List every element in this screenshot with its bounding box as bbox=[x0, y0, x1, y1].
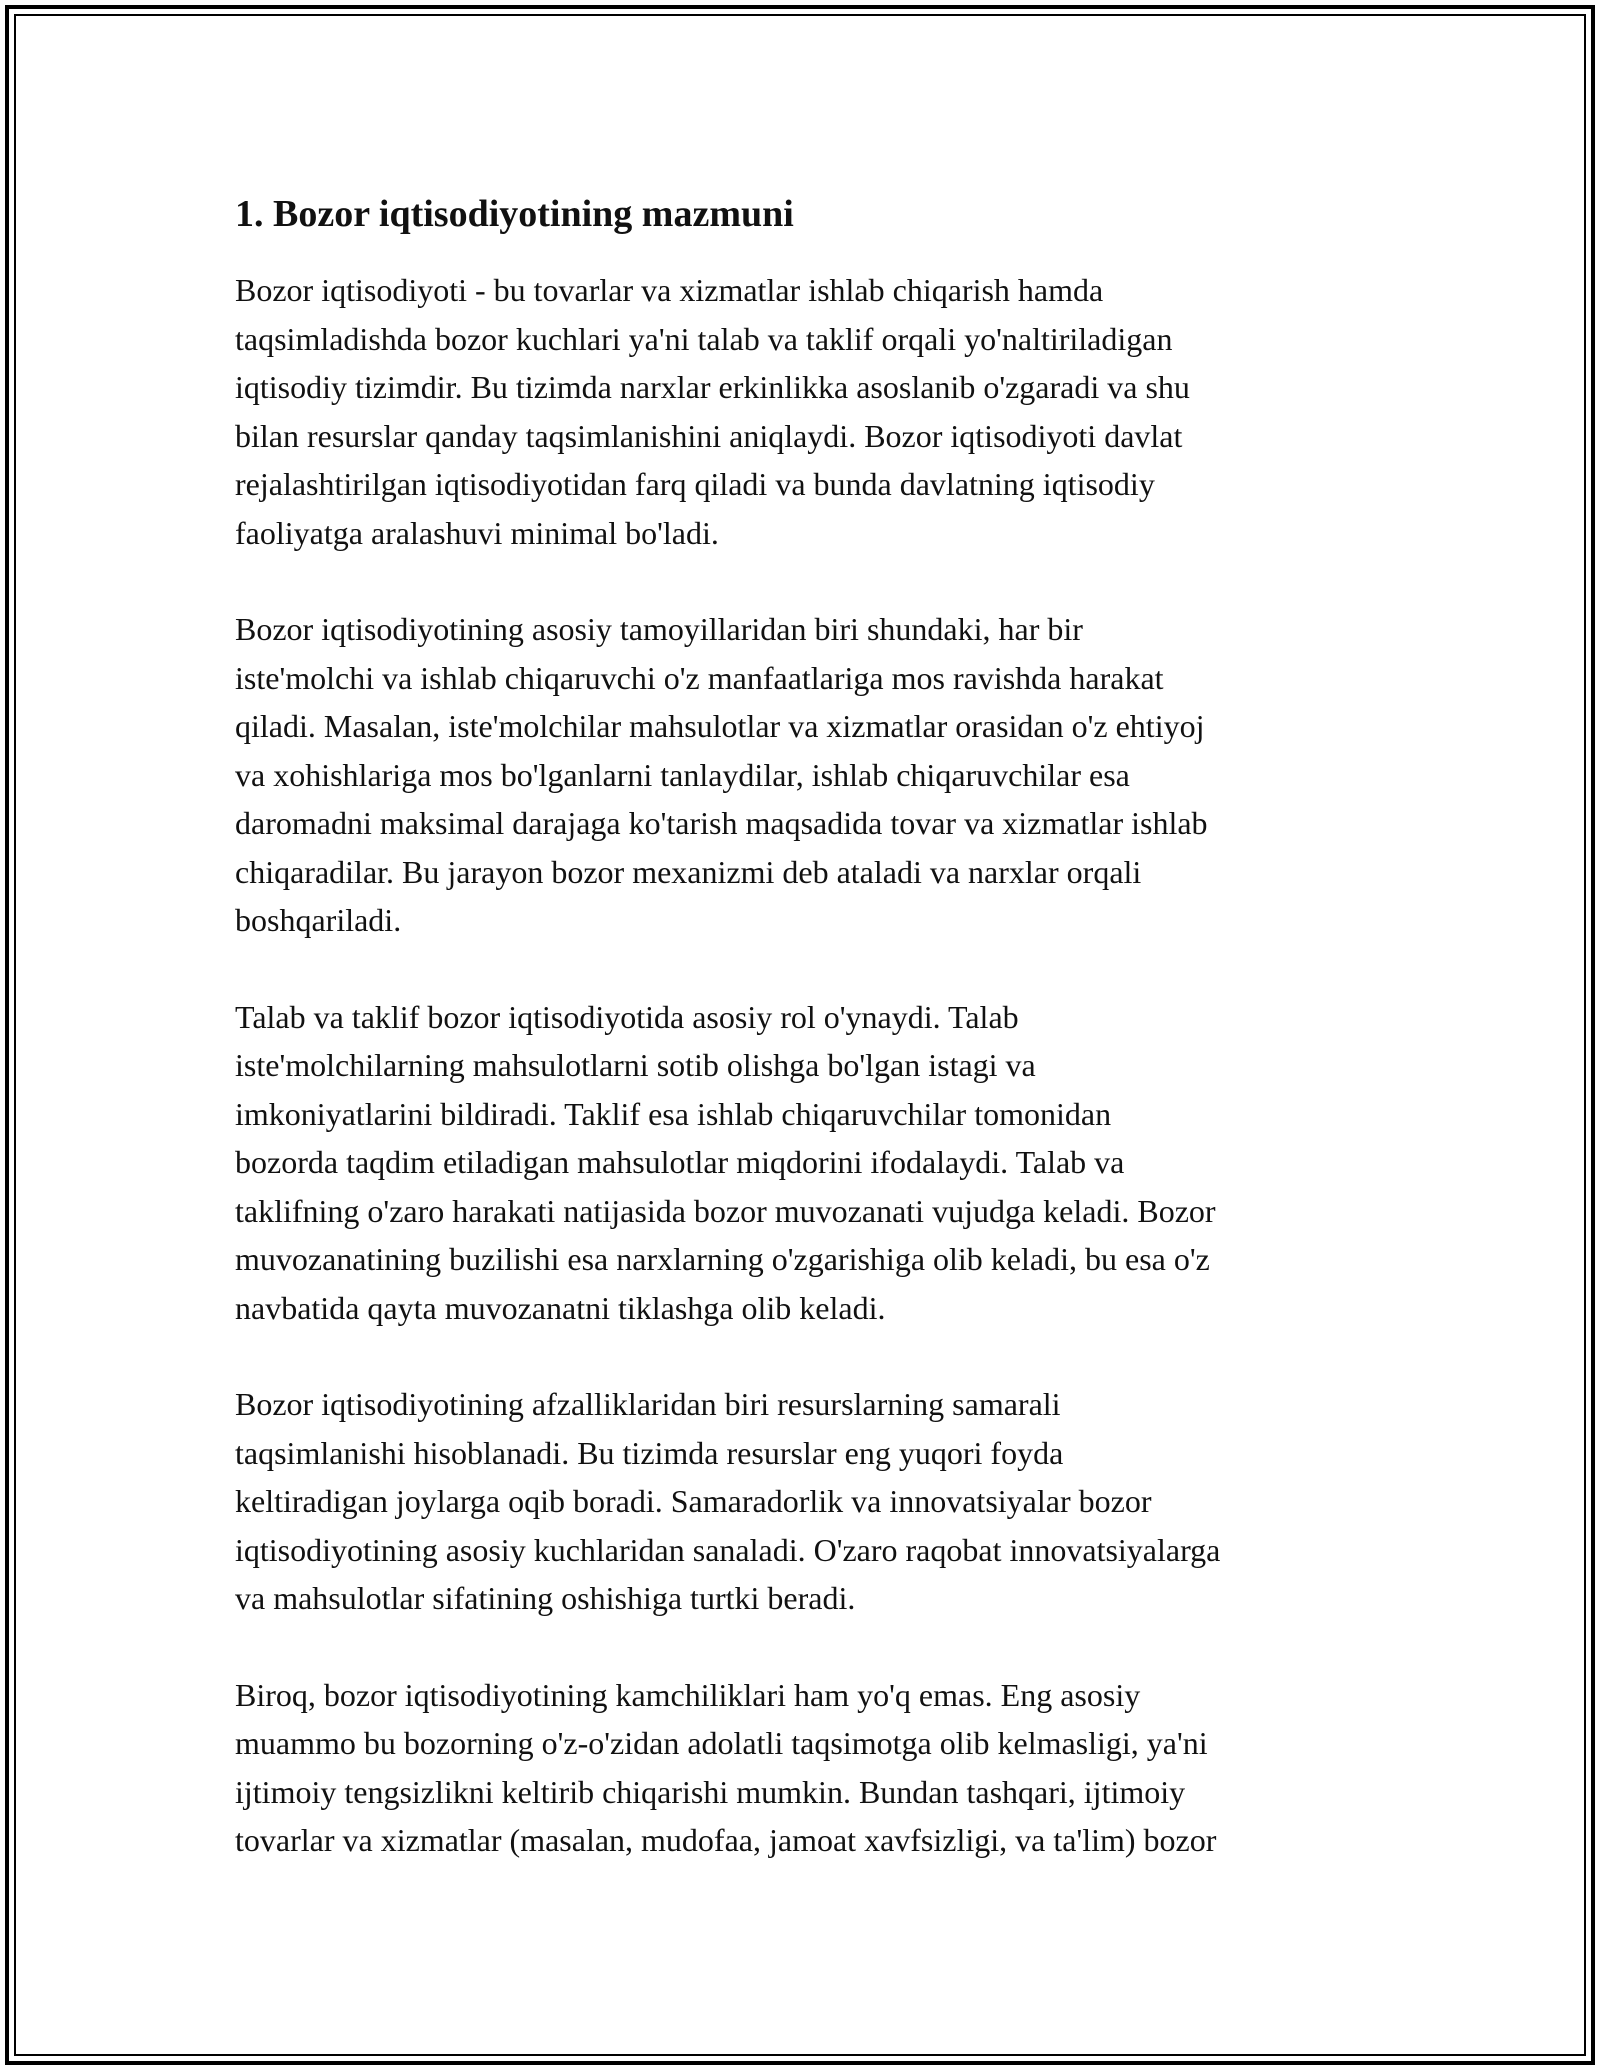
document-body bbox=[235, 186, 1375, 1913]
paragraph-4: Bozor iqtisodiyotining afzalliklaridan biri resurslarning samarali taqsimlanishi hisoblanadi. Bu tizimda resurslar eng yuqori foyda keltiradigan joylarga oqib boradi. Samaradorlik va innovatsiyalar bozor iqtisodiyotining asosiy kuchlaridan sanaladi. O'zaro raqobat innovatsiyalarga va mahsulotlar sifatining oshishiga turtki beradi. bbox=[235, 1386, 1221, 1616]
paragraph-1: Bozor iqtisodiyoti - bu tovarlar va xizmatlar ishlab chiqarish hamda taqsimladishda bozor kuchlari ya'ni talab va taklif orqali yo'naltiriladigan iqtisodiy tizimdir. Bu tizimda narxlar erkinlikka asoslanib o'zgaradi va shu bilan resurslar qanday taqsimlanishini aniqlaydi. Bozor iqtisodiyoti davlat rejalashtirilgan iqtisodiyotidan farq qiladi va bunda davlatning iqtisodiy faoliyatga aralashuvi minimal bo'ladi. bbox=[235, 272, 1190, 551]
paragraph-3: Talab va taklif bozor iqtisodiyotida asosiy rol o'ynaydi. Talab iste'molchilarning mahsulotlarni sotib olishga bo'lgan istagi va imkoniyatlarini bildiradi. Taklif esa ishlab chiqaruvchilar tomonidan bozorda taqdim etiladigan mahsulotlar miqdorini ifodalaydi. Talab va taklifning o'zaro harakati natijasida bozor muvozanati vujudga keladi. Bozor muvozanatining buzilishi esa narxlarning o'zgarishiga olib keladi, bu esa o'z navbatida qayta muvozanatni tiklashga olib keladi. bbox=[235, 998, 1216, 1326]
section-title: 1. Bozor iqtisodiyotining mazmuni bbox=[235, 193, 794, 235]
paragraph-2: Bozor iqtisodiyotining asosiy tamoyillaridan biri shundaki, har bir iste'molchi va ishlab chiqaruvchi o'z manfaatlariga mos ravishda harakat qiladi. Masalan, iste'molchilar mahsulotlar va xizmatlar orasidan o'z ehtiyoj va xohishlariga mos bo'lganlarni tanlaydilar, ishlab chiqaruvchilar esa daromadni maksimal darajaga ko'tarish maqsadida tovar va xizmatlar ishlab chiqaradilar. Bu jarayon bozor mexanizmi deb ataladi va narxlar orqali boshqariladi. bbox=[235, 611, 1208, 938]
paragraph-5: Biroq, bozor iqtisodiyotining kamchiliklari ham yo'q emas. Eng asosiy muammo bu bozorning o'z-o'zidan adolatli taqsimotga olib kelmasligi, ya'ni ijtimoiy tengsizlikni keltirib chiqarishi mumkin. Bundan tashqari, ijtimoiy tovarlar va xizmatlar (masalan, mudofaa, jamoat xavfsizligi, va ta'lim) bozor bbox=[235, 1676, 1217, 1858]
